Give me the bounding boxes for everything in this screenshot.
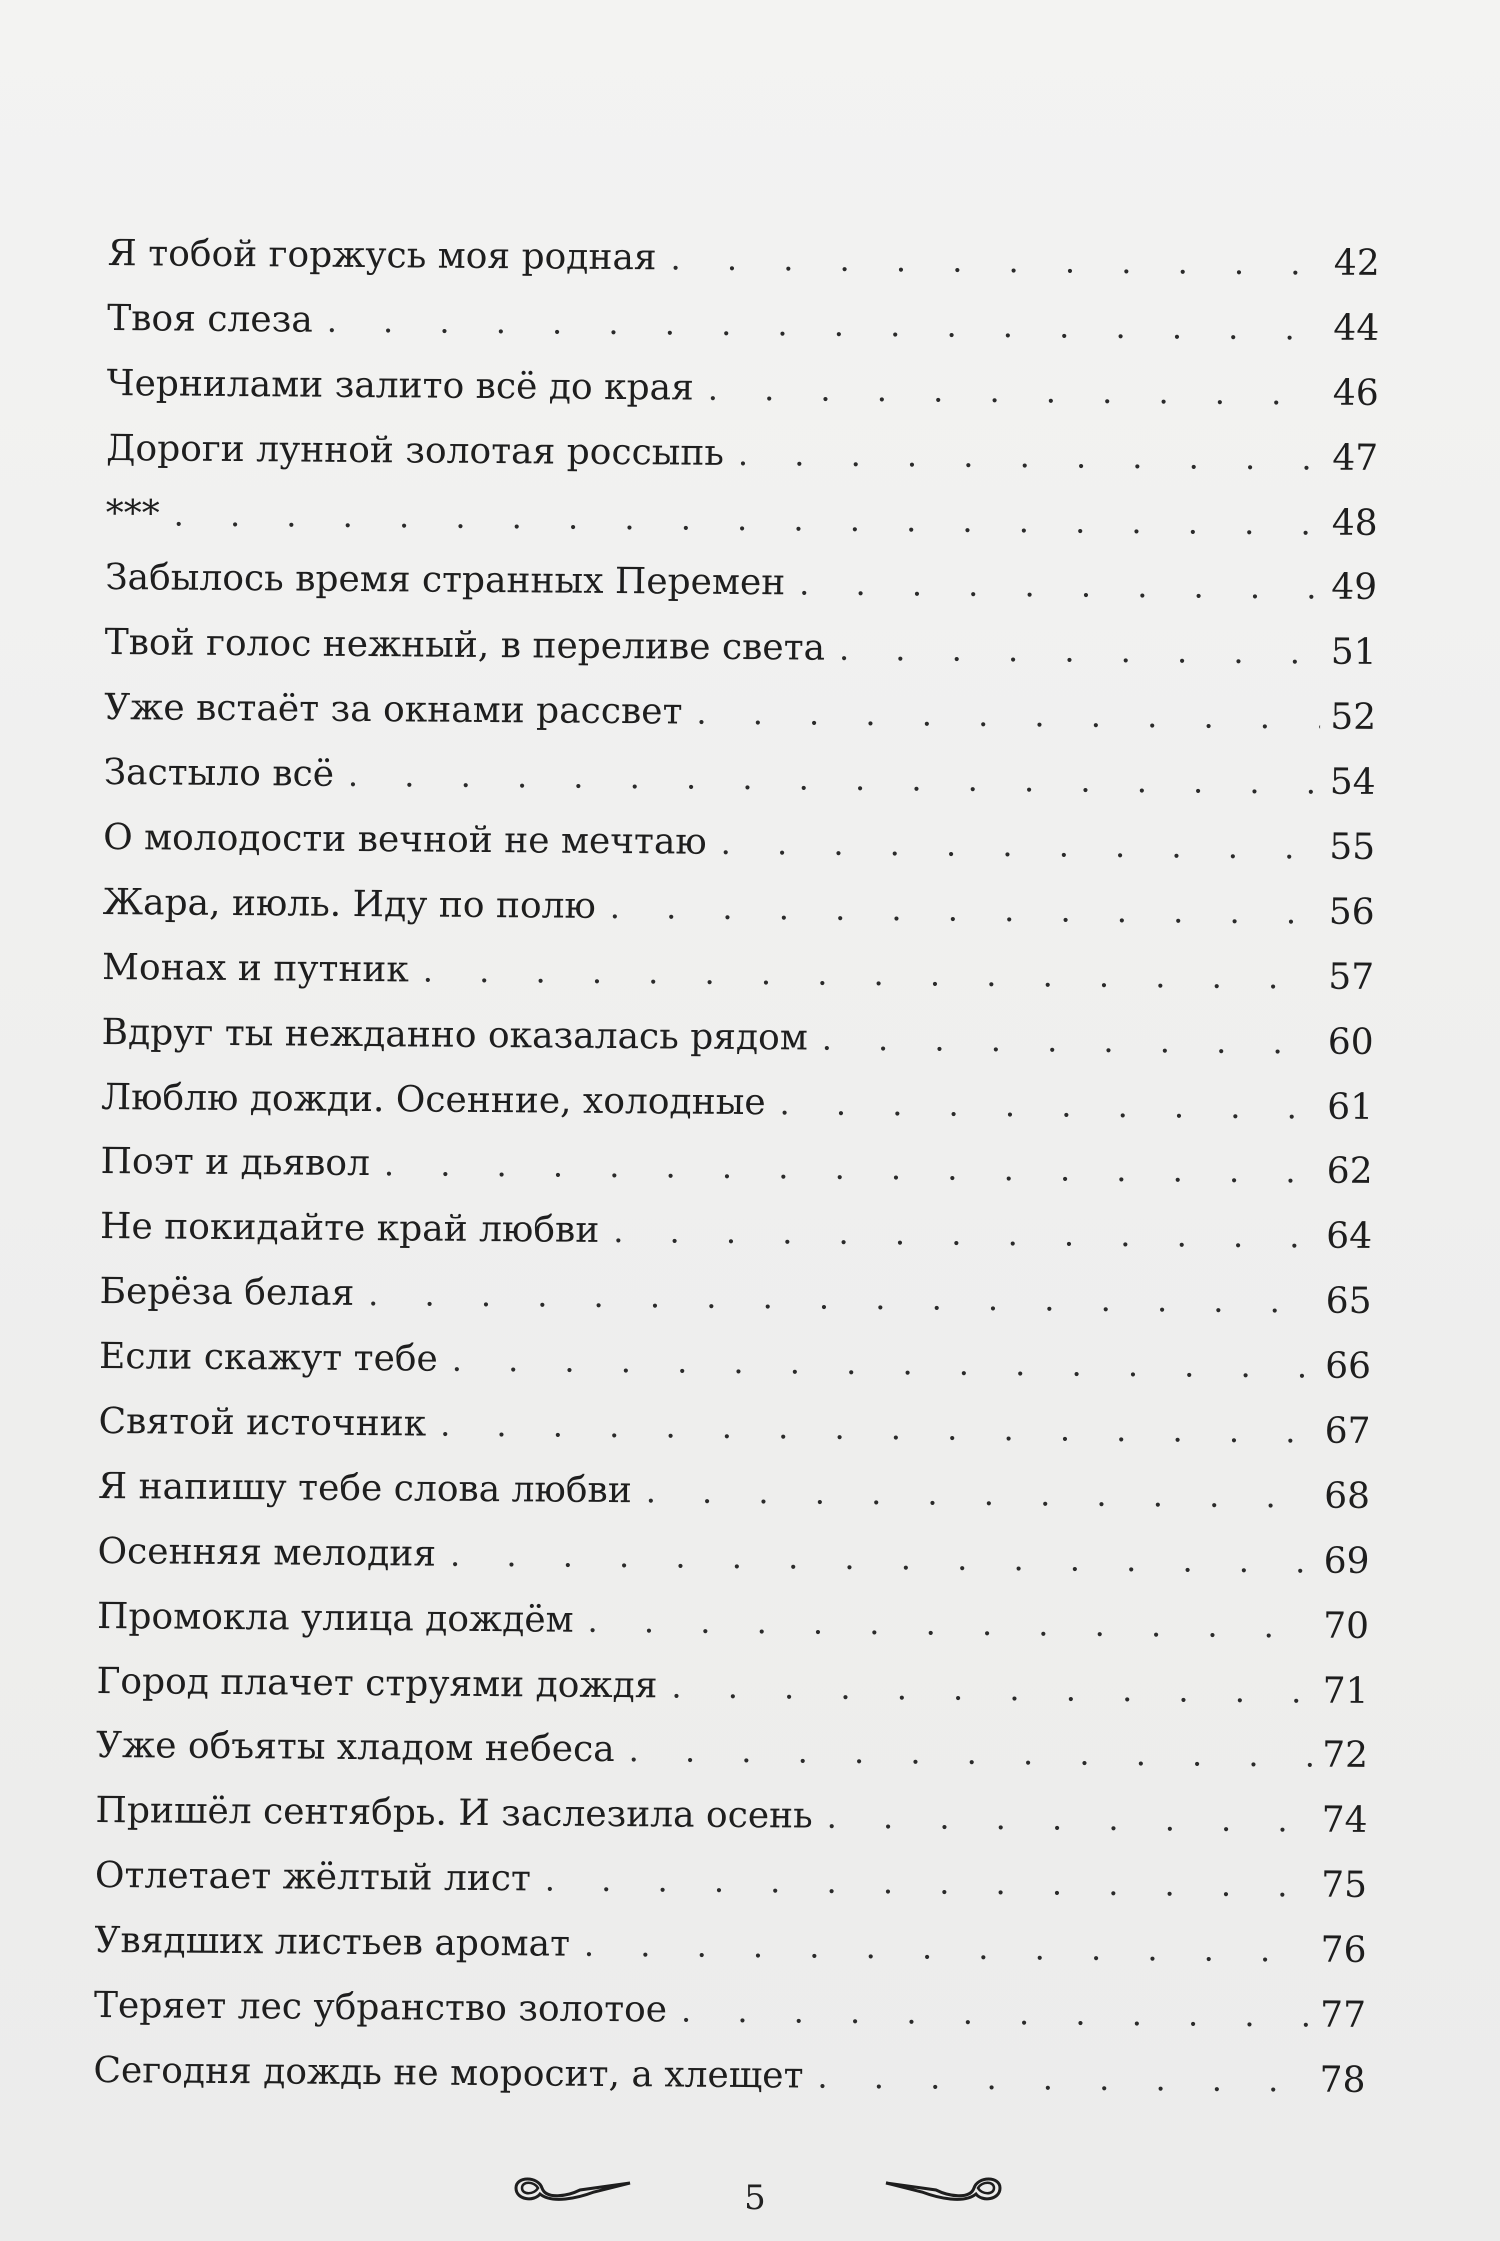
toc-entry <box>99 1260 1371 1335</box>
toc-entry <box>100 1130 1372 1205</box>
entry-page-number: 77 <box>1319 1994 1367 2036</box>
toc-entry <box>107 287 1379 362</box>
dot-leader <box>628 1719 1312 1789</box>
entry-page-number: 44 <box>1333 307 1380 349</box>
table-of-contents <box>93 222 1380 2114</box>
entry-page-number: 56 <box>1328 891 1375 933</box>
entry-title: Теряет лес убранство золотое <box>93 1984 668 2031</box>
toc-entry <box>104 676 1376 751</box>
entry-page-number: 68 <box>1324 1475 1371 1517</box>
dot-leader <box>384 1133 1317 1205</box>
dot-leader <box>368 1262 1316 1334</box>
entry-title: Не покидайте край любви <box>99 1206 600 1252</box>
entry-title: Промокла улица дождём <box>96 1595 574 1641</box>
dot-leader <box>613 1199 1316 1269</box>
entry-page-number: 78 <box>1319 2059 1366 2101</box>
entry-title: Осенняя мелодия <box>97 1530 437 1575</box>
entry-title: Твоя слеза <box>107 297 313 341</box>
dot-leader <box>452 1328 1316 1400</box>
entry-title: Пришёл сентябрь. И заслезила осень <box>95 1790 813 1837</box>
entry-page-number: 67 <box>1324 1410 1371 1452</box>
entry-title: Твой голос нежный, в переливе света <box>104 622 826 669</box>
toc-entry <box>107 222 1379 297</box>
toc-entry <box>102 936 1374 1011</box>
entry-title: Жара, июль. Иду по полю <box>102 881 596 927</box>
left-ornament-icon <box>508 2168 634 2208</box>
dot-leader <box>610 875 1319 945</box>
toc-entry <box>98 1455 1370 1530</box>
page-number: 5 <box>744 2178 766 2218</box>
entry-page-number: 54 <box>1329 761 1376 804</box>
entry-page-number: 60 <box>1327 1021 1374 1063</box>
dot-leader <box>681 1979 1310 2049</box>
entry-title: Город плачет струями дождя <box>96 1660 658 1706</box>
entry-title: Вдруг ты нежданно оказалась рядом <box>101 1011 808 1059</box>
toc-entry <box>99 1325 1371 1400</box>
entry-page-number: 74 <box>1321 1799 1368 1842</box>
entry-title: Отлетает жёлтый лист <box>94 1855 532 1900</box>
entry-title: О молодости вечной не мечтаю <box>103 816 707 863</box>
toc-entry <box>101 1066 1373 1141</box>
entry-title: Я напишу тебе слова любви <box>97 1465 632 1512</box>
toc-entry <box>96 1714 1368 1789</box>
entry-page-number: 48 <box>1331 502 1378 544</box>
toc-entry <box>95 1779 1367 1854</box>
entry-title: Монах и путник <box>101 946 410 991</box>
entry-page-number: 71 <box>1322 1670 1369 1712</box>
dot-leader <box>720 811 1319 881</box>
entry-page-number: 69 <box>1323 1540 1370 1582</box>
entry-title: Дороги лунной золотая россыпь <box>106 427 725 474</box>
dot-leader <box>173 482 1321 556</box>
dot-leader <box>450 1523 1314 1595</box>
dot-leader <box>817 2045 1309 2114</box>
toc-entry <box>97 1585 1369 1660</box>
entry-page-number: 76 <box>1320 1929 1367 1972</box>
entry-title: Сегодня дождь не моросит, а хлещет <box>93 2049 804 2097</box>
dot-leader <box>440 1393 1315 1465</box>
toc-entry <box>94 1909 1366 1984</box>
dot-leader <box>738 422 1323 491</box>
entry-title: Если скажут тебе <box>98 1336 438 1380</box>
dot-leader <box>826 1785 1311 1854</box>
entry-page-number: 70 <box>1323 1605 1370 1647</box>
entry-title: Поэт и дьявол <box>100 1141 371 1185</box>
entry-title: Святой источник <box>98 1400 427 1445</box>
entry-page-number: 75 <box>1321 1864 1368 1907</box>
dot-leader <box>799 552 1321 621</box>
entry-page-number: 42 <box>1333 242 1380 284</box>
toc-entry <box>94 1974 1366 2049</box>
entry-page-number: 51 <box>1330 631 1377 674</box>
entry-page-number: 72 <box>1322 1735 1369 1777</box>
toc-entry <box>106 352 1378 427</box>
toc-entry <box>98 1390 1370 1465</box>
toc-entry <box>105 482 1377 557</box>
entry-page-number: 62 <box>1326 1151 1373 1193</box>
dot-leader <box>779 1071 1317 1140</box>
entry-page-number: 64 <box>1326 1215 1373 1258</box>
toc-entry <box>96 1650 1368 1725</box>
toc-entry <box>102 871 1374 946</box>
dot-leader <box>696 681 1320 751</box>
entry-title: Люблю дожди. Осенние, холодные <box>100 1076 766 1123</box>
dot-leader <box>671 1654 1313 1724</box>
entry-page-number: 57 <box>1328 956 1375 998</box>
dot-leader <box>584 1913 1311 1984</box>
entry-page-number: 46 <box>1332 372 1379 414</box>
toc-entry <box>103 741 1375 816</box>
toc-entry <box>105 546 1377 621</box>
dot-leader <box>423 938 1319 1010</box>
entry-title: *** <box>105 492 160 534</box>
toc-entry <box>95 1844 1367 1919</box>
dot-leader <box>646 1459 1315 1529</box>
entry-page-number: 49 <box>1331 567 1378 609</box>
entry-title: Чернилами залито всё до края <box>106 362 694 409</box>
dot-leader <box>545 1848 1312 1919</box>
toc-entry <box>103 806 1375 881</box>
toc-entry <box>106 417 1378 492</box>
entry-page-number: 47 <box>1332 437 1379 479</box>
entry-title: Уже встаёт за окнами рассвет <box>104 687 683 733</box>
right-ornament-icon <box>882 2168 1008 2208</box>
entry-title: Уже объяты хладом небеса <box>95 1725 615 1771</box>
entry-page-number: 55 <box>1329 826 1376 868</box>
entry-page-number: 66 <box>1325 1345 1372 1388</box>
entry-title: Я тобой горжусь моя родная <box>107 232 657 279</box>
entry-page-number: 65 <box>1325 1280 1372 1323</box>
dot-leader <box>327 289 1324 362</box>
dot-leader <box>839 617 1321 686</box>
dot-leader <box>348 743 1320 816</box>
entry-title: Увядших листьев аромат <box>94 1920 571 1965</box>
entry-page-number: 61 <box>1327 1086 1374 1128</box>
dot-leader <box>587 1589 1313 1660</box>
entry-title: Забылось время странных Перемен <box>105 557 786 604</box>
toc-entry <box>93 2039 1365 2114</box>
toc-entry <box>104 611 1376 686</box>
toc-entry <box>100 1195 1372 1270</box>
toc-entry <box>97 1520 1369 1595</box>
entry-title: Берёза белая <box>99 1271 355 1315</box>
dot-leader <box>670 226 1324 296</box>
dot-leader <box>708 356 1323 426</box>
entry-title: Застыло всё <box>103 752 335 795</box>
entry-page-number: 52 <box>1330 696 1377 739</box>
toc-entry <box>101 1001 1373 1076</box>
dot-leader <box>822 1006 1318 1075</box>
